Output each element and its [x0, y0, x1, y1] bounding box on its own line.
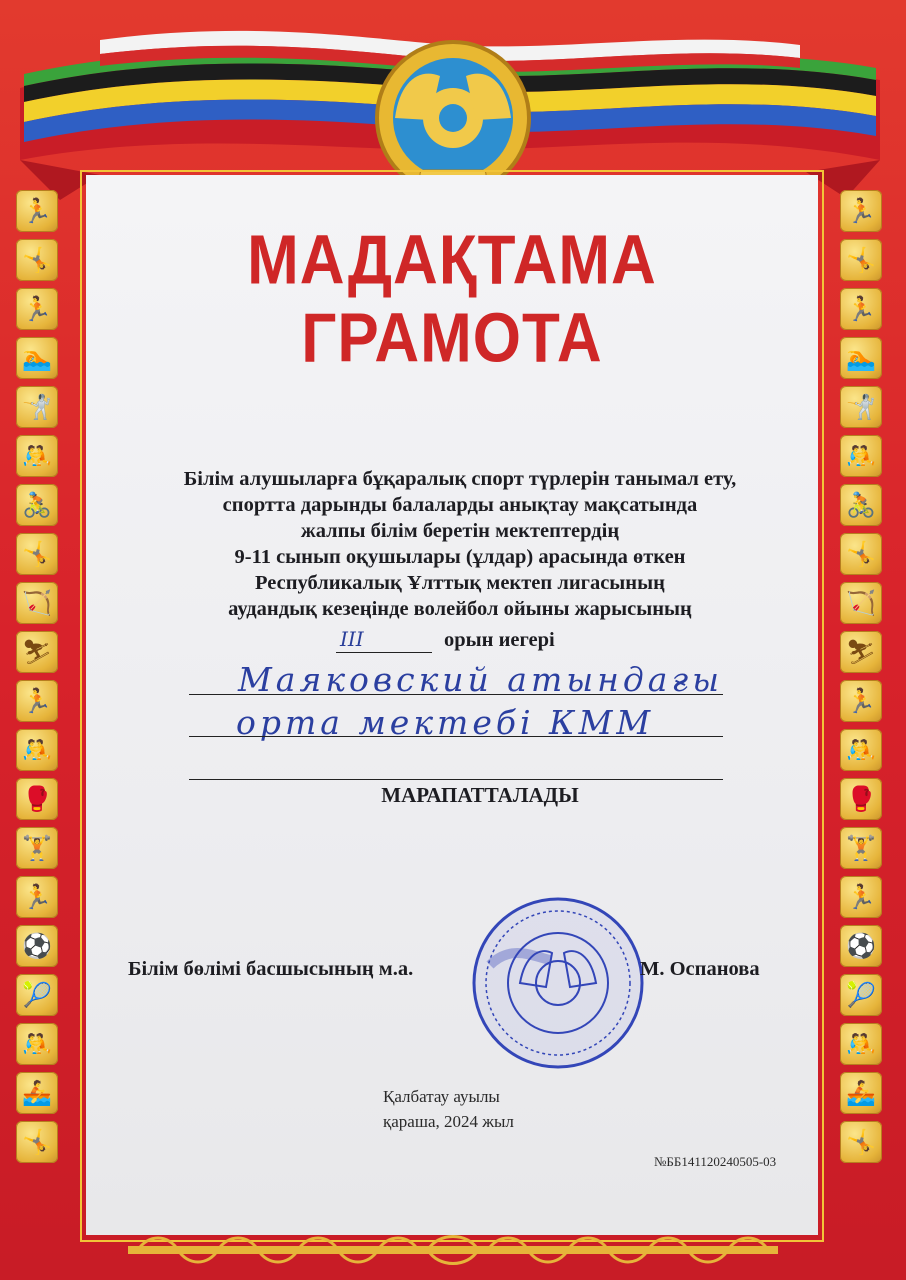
gymnast-icon: 🤸 — [840, 239, 882, 281]
body-line: Білім алушыларға бұқаралық спорт түрлерін танымал ету, — [183, 468, 737, 490]
fencer-icon: 🤺 — [840, 386, 882, 428]
award-text: МАРАПАТТАЛАДЫ — [381, 783, 579, 807]
weightlifter-icon: 🏋 — [840, 827, 882, 869]
right-sport-tiles — [840, 190, 892, 1170]
recipient-line-2: орта мектебі КММ — [236, 703, 655, 742]
rower-icon: 🚣 — [840, 1072, 882, 1114]
runner-icon: 🏃 — [16, 680, 58, 722]
signer-role: Білім бөлімі басшысының м.а. — [128, 958, 414, 980]
wrestler-icon: 🤼 — [840, 435, 882, 477]
issue-place-date — [383, 1084, 514, 1134]
runner-icon: 🏃 — [840, 680, 882, 722]
swimmer-icon: 🏊 — [840, 337, 882, 379]
tennis-icon: 🎾 — [16, 974, 58, 1016]
tennis-icon: 🎾 — [840, 974, 882, 1016]
skier-icon: ⛷ — [840, 631, 882, 673]
issue-location: Қалбатау ауылы — [383, 1087, 500, 1106]
official-stamp-icon — [470, 895, 646, 1071]
rower-icon: 🚣 — [16, 1072, 58, 1114]
place-value: III — [340, 627, 364, 651]
football-icon: ⚽ — [840, 925, 882, 967]
title-kazakh: МАДАҚТАМА — [247, 221, 657, 300]
wrestler-icon: 🤼 — [840, 729, 882, 771]
recipient-line-1: Маяковский атындағы — [238, 660, 724, 699]
gymnast-icon: 🤸 — [840, 533, 882, 575]
recipient-underline — [189, 736, 723, 737]
wrestler-icon: 🤼 — [16, 729, 58, 771]
body-line: спортта дарынды балаларды анықтау мақсатында — [222, 494, 698, 516]
title-russian: ГРАМОТА — [301, 299, 603, 378]
football-icon: ⚽ — [16, 925, 58, 967]
runner-icon: 🏃 — [16, 876, 58, 918]
archer-icon: 🏹 — [840, 582, 882, 624]
body-line: аудандық кезеңінде волейбол ойыны жарысының — [228, 598, 692, 620]
weightlifter-icon: 🏋 — [16, 827, 58, 869]
wrestler-icon: 🤼 — [16, 1023, 58, 1065]
boxer-icon: 🥊 — [16, 778, 58, 820]
runner-icon: 🏃 — [16, 190, 58, 232]
boxer-icon: 🥊 — [840, 778, 882, 820]
runner-icon: 🏃 — [840, 876, 882, 918]
gymnast-icon: 🤸 — [16, 239, 58, 281]
recipient-underline — [189, 694, 723, 695]
body-line: 9-11 сынып оқушылары (ұлдар) арасында өткен — [234, 546, 686, 568]
certificate-number: №ББ141120240505-03 — [654, 1154, 777, 1169]
gymnast-icon: 🤸 — [16, 1121, 58, 1163]
wrestler-icon: 🤼 — [840, 1023, 882, 1065]
cyclist-icon: 🚴 — [16, 484, 58, 526]
wrestler-icon: 🤼 — [16, 435, 58, 477]
gold-ornament-border — [128, 1232, 778, 1268]
body-line: жалпы білім беретін мектептердің — [300, 520, 620, 542]
runner-icon: 🏃 — [840, 288, 882, 330]
runner-icon: 🏃 — [16, 288, 58, 330]
gymnast-icon: 🤸 — [16, 533, 58, 575]
archer-icon: 🏹 — [16, 582, 58, 624]
body-line: Республикалық Ұлттық мектеп лигасының — [255, 572, 665, 594]
gymnast-icon: 🤸 — [840, 1121, 882, 1163]
skier-icon: ⛷ — [16, 631, 58, 673]
issue-date: қараша, 2024 жыл — [383, 1112, 514, 1131]
signer-name: М. Оспанова — [640, 958, 760, 980]
left-sport-tiles — [16, 190, 68, 1170]
place-label: орын иегері — [444, 629, 555, 651]
swimmer-icon: 🏊 — [16, 337, 58, 379]
runner-icon: 🏃 — [840, 190, 882, 232]
recipient-underline — [189, 779, 723, 780]
certificate-body — [110, 466, 810, 622]
fencer-icon: 🤺 — [16, 386, 58, 428]
cyclist-icon: 🚴 — [840, 484, 882, 526]
